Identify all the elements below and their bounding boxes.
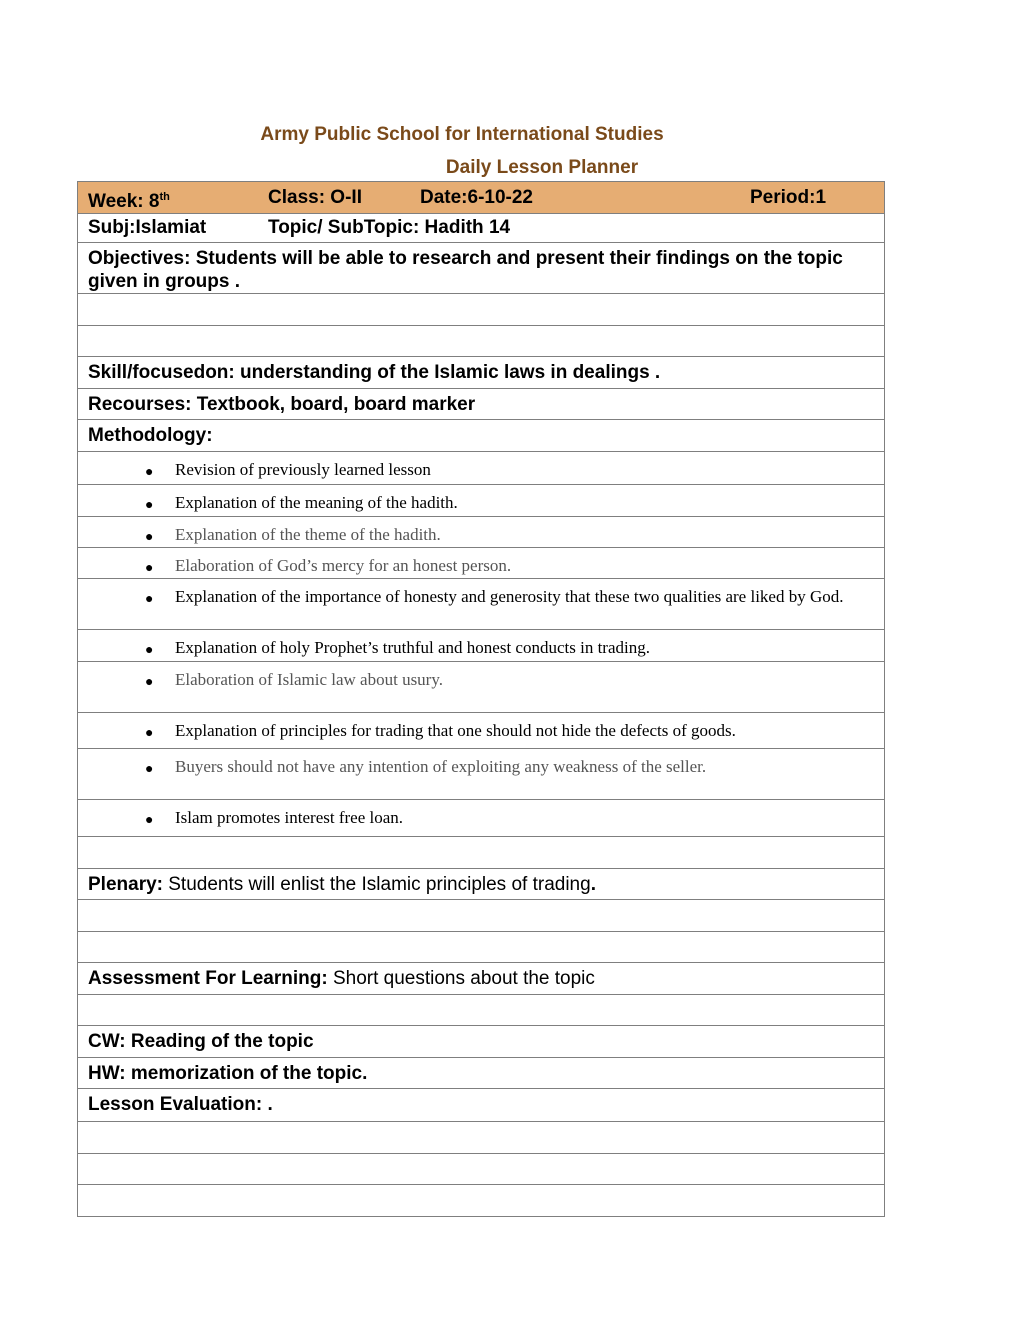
blank-row	[78, 1154, 885, 1185]
week-superscript: th	[159, 191, 170, 203]
hw-text: HW: memorization of the topic.	[78, 1058, 885, 1089]
evaluation-row	[78, 1089, 885, 1122]
bullet-icon: ●	[145, 465, 154, 481]
bullet-icon: ●	[145, 813, 154, 829]
methodology-item: ● Elaboration of Islamic law about usury.	[78, 662, 885, 713]
methodology-item: ● Revision of previously learned lesson	[78, 452, 885, 485]
cw-text: CW: Reading of the topic	[78, 1026, 885, 1058]
blank-row	[78, 1122, 885, 1154]
methodology-item: ● Explanation of the importance of honesty and generosity that these two qualities are liked by God.	[78, 579, 885, 630]
assessment-text: Short questions about the topic	[327, 968, 595, 990]
date-cell: Date:6-10-22	[420, 187, 533, 208]
blank-row	[78, 1185, 885, 1217]
bullet-icon: ●	[145, 592, 154, 608]
period-cell: Period:1	[750, 187, 827, 208]
lesson-planner-table	[77, 181, 885, 1217]
assessment-label: Assessment For Learning:	[88, 968, 328, 990]
methodology-row	[78, 420, 885, 452]
bullet-icon: ●	[145, 498, 154, 514]
planner-title: Daily Lesson Planner	[445, 157, 639, 178]
school-title: Army Public School for International Studies	[260, 124, 664, 145]
blank-row	[78, 932, 885, 963]
subject-cell: Subj:Islamiat	[88, 217, 207, 239]
plenary-row	[78, 869, 885, 900]
bullet-icon: ●	[145, 762, 154, 778]
subject-row	[78, 214, 885, 243]
methodology-item: ● Explanation of the meaning of the hadith.	[78, 485, 885, 517]
methodology-label: Methodology:	[78, 420, 885, 452]
skill-text: Skill/focusedon: understanding of the Islamic laws in dealings .	[78, 357, 885, 389]
resources-text: Recourses: Textbook, board, board marker	[78, 389, 885, 420]
evaluation-text: Lesson Evaluation: .	[78, 1089, 885, 1122]
plenary-text: Students will enlist the Islamic principles of trading	[162, 874, 591, 896]
bullet-icon: ●	[145, 726, 154, 742]
objectives-row	[78, 243, 885, 294]
bullet-icon: ●	[145, 530, 154, 546]
plenary-label: Plenary:	[88, 874, 163, 896]
resources-row	[78, 389, 885, 420]
week-cell: Week: 8th	[88, 191, 170, 213]
bullet-icon: ●	[145, 675, 154, 691]
blank-row	[78, 326, 885, 357]
bullet-icon: ●	[145, 643, 154, 659]
cw-row	[78, 1026, 885, 1058]
bullet-icon: ●	[145, 561, 154, 577]
methodology-item: ● Elaboration of God’s mercy for an honest person.	[78, 548, 885, 579]
methodology-item: ● Explanation of principles for trading that one should not hide the defects of goods.	[78, 713, 885, 749]
methodology-item: ● Explanation of the theme of the hadith.	[78, 517, 885, 548]
methodology-item: ● Explanation of holy Prophet’s truthful and honest conducts in trading.	[78, 630, 885, 662]
objectives-text: Objectives: Students will be able to research and present their findings on the topic given in groups .	[78, 243, 885, 294]
skill-row	[78, 357, 885, 389]
methodology-item: ● Buyers should not have any intention of exploiting any weakness of the seller.	[78, 749, 885, 800]
methodology-item: ● Islam promotes interest free loan.	[78, 800, 885, 837]
plenary-end: .	[590, 874, 596, 896]
hw-row	[78, 1058, 885, 1089]
blank-row	[78, 900, 885, 932]
blank-row	[78, 294, 885, 326]
topic-cell: Topic/ SubTopic: Hadith 14	[268, 217, 511, 239]
blank-row	[78, 995, 885, 1026]
class-cell: Class: O-II	[268, 187, 362, 208]
assessment-row	[78, 963, 885, 995]
header-row	[78, 182, 885, 214]
blank-row	[78, 837, 885, 869]
